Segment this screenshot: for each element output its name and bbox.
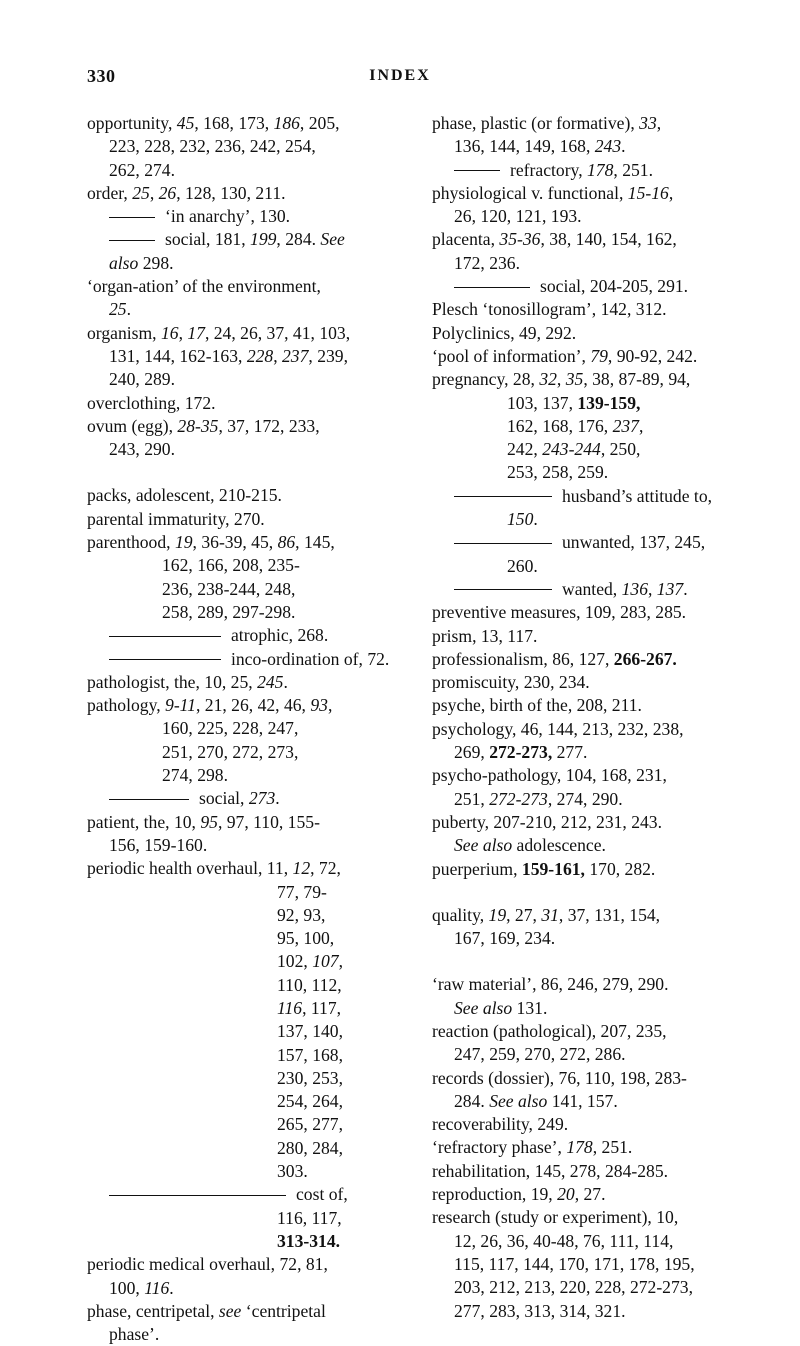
repeat-dash [109, 1195, 286, 1196]
repeat-dash [454, 170, 500, 171]
section-gap [87, 461, 427, 484]
index-line: 172, 236. [454, 252, 520, 273]
index-line: puerperium, 159-161, 170, 282. [432, 858, 656, 879]
index-subentry [87, 787, 427, 810]
index-entry [432, 1067, 772, 1114]
index-line: cost of, [87, 1183, 427, 1206]
index-entry [432, 811, 772, 858]
index-subentry [432, 578, 772, 601]
index-entry [432, 368, 772, 484]
index-line: recoverability, 249. [432, 1114, 569, 1135]
index-line: See also adolescence. [454, 835, 606, 856]
index-line: pathology, 9-11, 21, 26, 42, 46, 93, [87, 695, 333, 716]
index-line: opportunity, 45, 168, 173, 186, 205, [87, 113, 340, 133]
index-line: 160, 225, 228, 247, [162, 718, 299, 739]
index-line: promiscuity, 230, 234. [432, 672, 590, 693]
index-subentry [432, 531, 772, 578]
index-line: 103, 137, 139-159, [507, 392, 641, 413]
index-subentry [87, 228, 427, 275]
index-entry [432, 858, 772, 881]
index-line: Polyclinics, 49, 292. [432, 322, 577, 343]
index-entry [432, 1183, 772, 1206]
index-line: packs, adolescent, 210-215. [87, 485, 282, 506]
index-line: 260. [507, 555, 538, 576]
index-entry [432, 671, 772, 694]
index-entry [432, 764, 772, 811]
index-line: 157, 168, [277, 1044, 343, 1065]
repeat-dash [454, 496, 552, 497]
index-line: 303. [277, 1161, 308, 1182]
index-entry [432, 345, 772, 368]
index-line: 265, 277, [277, 1114, 343, 1135]
index-entry [87, 508, 427, 531]
index-entry [87, 671, 427, 694]
index-line: phase, centripetal, see ‘centripetal [87, 1300, 326, 1321]
index-line: ‘organ-ation’ of the environment, [87, 276, 321, 297]
index-line: 167, 169, 234. [454, 928, 556, 949]
index-entry [87, 694, 427, 787]
index-line: unwanted, 137, 245, [432, 531, 772, 554]
index-line: 247, 259, 270, 272, 286. [454, 1044, 626, 1065]
repeat-dash [454, 589, 552, 590]
index-entry [432, 648, 772, 671]
index-line: parental immaturity, 270. [87, 508, 265, 529]
index-line: 162, 166, 208, 235- [162, 555, 300, 576]
index-entry [87, 811, 427, 858]
index-line: 240, 289. [109, 369, 175, 390]
index-line: ovum (egg), 28-35, 37, 172, 233, [87, 415, 320, 436]
index-entry [432, 1206, 772, 1322]
index-line: psycho-pathology, 104, 168, 231, [432, 765, 667, 786]
index-line: 223, 228, 232, 236, 242, 254, [109, 136, 316, 157]
index-line: preventive measures, 109, 283, 285. [432, 602, 687, 623]
index-line: 137, 140, [277, 1021, 343, 1042]
index-entry [87, 415, 427, 462]
index-line: quality, 19, 27, 31, 37, 131, 154, [432, 904, 661, 925]
repeat-dash [454, 287, 530, 288]
index-column-right [432, 112, 772, 1323]
section-gap [432, 881, 772, 904]
index-line: also 298. [109, 252, 174, 273]
index-entry [432, 322, 772, 345]
index-entry [87, 1300, 427, 1346]
index-subentry [432, 275, 772, 298]
index-subentry [432, 485, 772, 532]
index-line: 110, 112, [277, 974, 342, 995]
index-line: research (study or experiment), 10, [432, 1207, 679, 1228]
index-line: 156, 159-160. [109, 834, 208, 855]
repeat-dash [109, 217, 155, 218]
index-line: 251, 272-273, 274, 290. [454, 788, 623, 809]
index-line: 136, 144, 149, 168, 243. [454, 136, 626, 157]
index-subentry [87, 1183, 427, 1253]
index-entry [87, 484, 427, 507]
index-line: 95, 100, [277, 928, 335, 949]
index-line: professionalism, 86, 127, 266-267. [432, 648, 677, 669]
index-line: reproduction, 19, 20, 27. [432, 1184, 606, 1205]
index-entry [432, 973, 772, 1020]
index-line: social, 204-205, 291. [432, 275, 772, 298]
index-line: 12, 26, 36, 40-48, 76, 111, 114, [454, 1230, 674, 1251]
index-entry [87, 182, 427, 205]
index-entry [87, 857, 427, 1183]
repeat-dash [109, 799, 189, 800]
index-line: phase, plastic (or formative), 33, [432, 113, 662, 133]
index-line: 251, 270, 272, 273, [162, 741, 299, 762]
index-line: 236, 238-244, 248, [162, 578, 296, 599]
index-column-left [87, 112, 427, 1346]
index-line: 77, 79- [277, 881, 327, 902]
index-line: inco-ordination of, 72. [87, 648, 427, 671]
index-line: social, 273. [87, 787, 427, 810]
index-line: ‘raw material’, 86, 246, 279, 290. [432, 974, 669, 995]
index-entry [432, 1136, 772, 1159]
index-line: See also 131. [454, 997, 548, 1018]
index-line: social, 181, 199, 284. See [87, 228, 427, 251]
index-line: husband’s attitude to, [432, 485, 772, 508]
index-line: atrophic, 268. [87, 624, 427, 647]
index-line: records (dossier), 76, 110, 198, 283- [432, 1067, 687, 1088]
index-entry [432, 112, 772, 159]
index-line: psychology, 46, 144, 213, 232, 238, [432, 718, 684, 739]
index-entry [432, 298, 772, 321]
index-entry [432, 1160, 772, 1183]
index-entry [432, 625, 772, 648]
index-line: 131, 144, 162-163, 228, 237, 239, [109, 345, 348, 366]
index-line: 269, 272-273, 277. [454, 742, 588, 763]
index-entry [432, 182, 772, 229]
index-entry [87, 392, 427, 415]
index-entry [432, 601, 772, 624]
index-entry [87, 322, 427, 392]
repeat-dash [109, 636, 221, 637]
index-line: refractory, 178, 251. [432, 159, 772, 182]
index-line: 258, 289, 297-298. [162, 601, 296, 622]
index-line: 162, 168, 176, 237, [507, 415, 644, 436]
index-subentry [87, 205, 427, 228]
index-line: physiological v. functional, 15-16, [432, 182, 674, 203]
index-line: overclothing, 172. [87, 392, 216, 413]
index-line: prism, 13, 117. [432, 625, 538, 646]
index-line: puberty, 207-210, 212, 231, 243. [432, 811, 662, 832]
index-line: 274, 298. [162, 765, 228, 786]
index-line: placenta, 35-36, 38, 140, 154, 162, [432, 229, 677, 250]
index-entry [432, 1020, 772, 1067]
index-entry [87, 112, 427, 182]
index-line: 243, 290. [109, 439, 175, 460]
index-entry [432, 904, 772, 951]
index-line: 116, 117, [277, 1207, 342, 1228]
index-line: 150. [507, 509, 538, 530]
index-line: 277, 283, 313, 314, 321. [454, 1300, 626, 1321]
index-line: 203, 212, 213, 220, 228, 272-273, [454, 1277, 693, 1298]
index-line: periodic medical overhaul, 72, 81, [87, 1254, 328, 1275]
index-line: 313-314. [277, 1230, 341, 1251]
index-line: ‘in anarchy’, 130. [87, 205, 427, 228]
repeat-dash [109, 240, 155, 241]
index-line: 25. [109, 299, 131, 320]
repeat-dash [109, 659, 221, 660]
index-subentry [87, 648, 427, 671]
index-line: organism, 16, 17, 24, 26, 37, 41, 103, [87, 322, 351, 343]
index-line: 230, 253, [277, 1067, 343, 1088]
page-title: INDEX [369, 67, 431, 84]
index-entry [432, 228, 772, 275]
index-line: ‘refractory phase’, 178, 251. [432, 1137, 633, 1158]
index-entry [87, 275, 427, 322]
index-line: periodic health overhaul, 11, 12, 72, [87, 858, 341, 879]
index-line: psyche, birth of the, 208, 211. [432, 695, 642, 716]
index-line: rehabilitation, 145, 278, 284-285. [432, 1160, 669, 1181]
index-entry [432, 1113, 772, 1136]
index-line: 254, 264, [277, 1091, 343, 1112]
index-line: phase’. [109, 1324, 160, 1345]
index-entry [87, 531, 427, 624]
index-subentry [87, 624, 427, 647]
index-line: reaction (pathological), 207, 235, [432, 1020, 667, 1041]
index-line: Plesch ‘tonosillogram’, 142, 312. [432, 299, 667, 320]
index-line: pregnancy, 28, 32, 35, 38, 87-89, 94, [432, 369, 691, 390]
index-line: patient, the, 10, 95, 97, 110, 155- [87, 811, 320, 832]
section-gap [432, 950, 772, 973]
index-line: 115, 117, 144, 170, 171, 178, 195, [454, 1253, 695, 1274]
index-line: 102, 107, [277, 951, 343, 972]
page-header [0, 66, 800, 90]
index-line: order, 25, 26, 128, 130, 211. [87, 182, 286, 203]
page-number: 330 [87, 66, 116, 86]
index-entry [432, 694, 772, 717]
index-line: 262, 274. [109, 159, 175, 180]
index-entry [87, 1253, 427, 1300]
index-line: 116, 117, [277, 997, 342, 1018]
index-line: 280, 284, [277, 1137, 343, 1158]
index-line: 26, 120, 121, 193. [454, 206, 582, 227]
repeat-dash [454, 543, 552, 544]
index-entry [432, 718, 772, 765]
index-line: parenthood, 19, 36-39, 45, 86, 145, [87, 532, 335, 553]
index-line: ‘pool of information’, 79, 90-92, 242. [432, 345, 698, 366]
index-line: wanted, 136, 137. [432, 578, 772, 601]
index-line: 92, 93, [277, 904, 326, 925]
index-line: 253, 258, 259. [507, 462, 609, 483]
index-subentry [432, 159, 772, 182]
index-line: pathologist, the, 10, 25, 245. [87, 671, 288, 692]
index-line: 100, 116. [109, 1277, 174, 1298]
index-line: 242, 243-244, 250, [507, 439, 641, 460]
index-line: 284. See also 141, 157. [454, 1090, 618, 1111]
